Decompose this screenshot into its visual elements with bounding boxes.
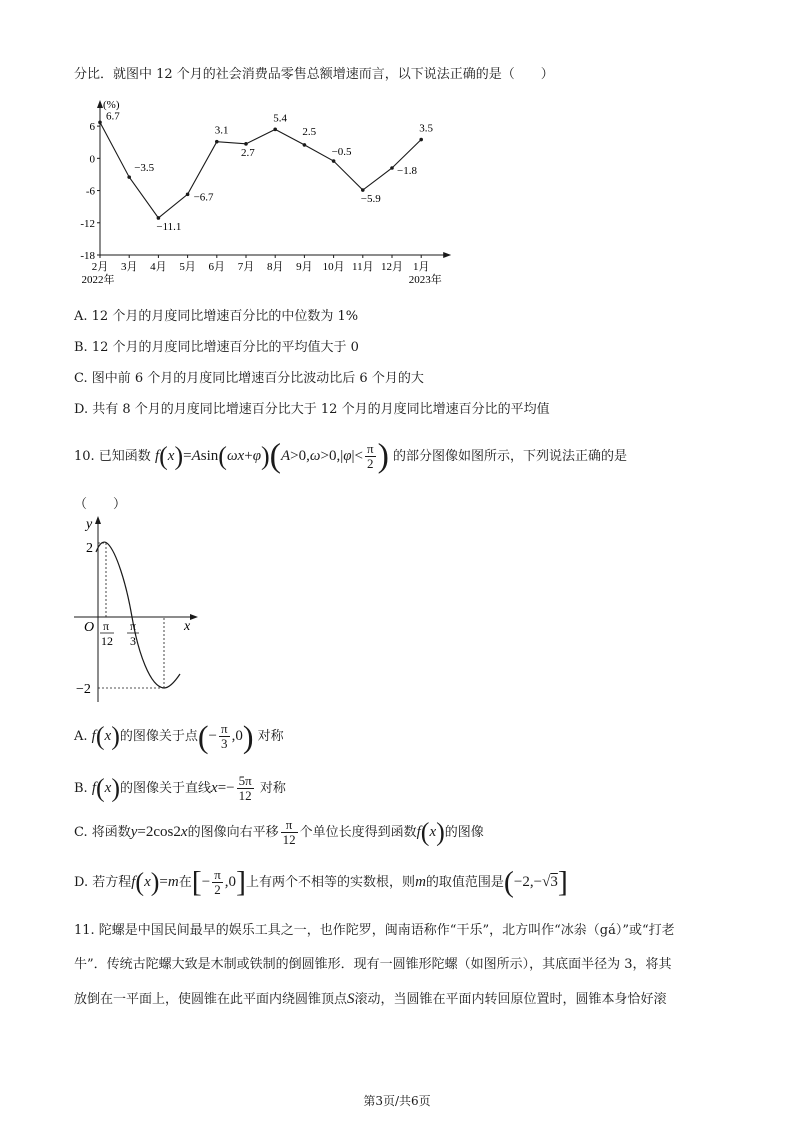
x-tick-label: 4月: [150, 261, 167, 273]
q10-stem: [74, 436, 627, 477]
data-label: −3.5: [134, 162, 155, 175]
x-axis-arrow-icon: [443, 252, 451, 258]
q9-option-a: A. 12 个月的月度同比增速百分比的中位数为 1%: [74, 309, 359, 324]
q10-function-graph: [70, 512, 210, 708]
x-tick-label: 10月: [322, 261, 345, 273]
q11-line-2: 牛”．传统古陀螺大致是木制或铁制的倒圆锥形．现有一圆锥形陀螺（如图所示），其底面半径为 3，将其: [74, 957, 672, 972]
x-tick-pi12-num: π: [102, 619, 110, 633]
data-point: [273, 128, 277, 132]
q9-option-c: C. 图中前 6 个月的月度同比增速百分比波动比后 6 个月的大: [74, 371, 424, 386]
x-axis-arrow-icon: [190, 614, 198, 620]
x-tick-pi12-den: 12: [101, 634, 113, 648]
data-point: [303, 143, 307, 147]
x-tick-label: 1月: [412, 261, 430, 273]
x-tick-label: 9月: [296, 261, 313, 273]
data-point: [419, 138, 423, 142]
data-point: [157, 216, 161, 220]
q9-line-chart: [70, 98, 460, 290]
q11-line-3: 放倒在一平面上，使圆锥在此平面内绕圆锥顶点S滚动，当圆锥在平面内转回原位置时，圆锥本身恰好滚: [74, 991, 667, 1007]
q10-option-a: A. f(x)的图像关于点(− $\frac{\pi}{3}$ ,0) 对称: [74, 718, 284, 755]
x-tick-label: 5月: [179, 261, 196, 273]
origin-label: O: [84, 620, 95, 635]
q10-function-def: f(x)=Asin(ωx+φ)(A>0,ω>0,|φ|< $\frac{\pi}{2}$ ): [154, 437, 389, 475]
x-tick-label: 7月: [237, 261, 255, 273]
data-label: −0.5: [331, 146, 352, 159]
q10-option-b: B. f(x)的图像关于直线x=− $\frac{5\pi}{12}$ 对称: [74, 773, 286, 804]
data-label: 2.7: [241, 146, 255, 159]
page-footer: 第3页/共6页: [363, 1094, 431, 1108]
y-tick-label: 6: [89, 121, 95, 134]
x-axis-label: x: [184, 619, 191, 634]
y-axis-label: y: [86, 517, 93, 532]
x-tick-label: 2月: [91, 261, 109, 273]
data-point: [390, 166, 394, 170]
x-tick-label: 8月: [266, 261, 284, 273]
y-tick-label: 0: [89, 153, 95, 166]
q10-answer-paren: （ ）: [74, 497, 127, 512]
y-max-label: 2: [86, 541, 93, 556]
x-tick-label: 3月: [120, 261, 138, 273]
y-axis-arrow-icon: [95, 516, 101, 524]
year-end-label: 2023年: [408, 274, 442, 286]
data-point: [127, 175, 131, 179]
y-tick-label: -18: [80, 250, 95, 262]
data-label: −6.7: [193, 191, 214, 204]
q10-lead: 10. 已知函数: [74, 449, 151, 464]
data-label: 6.7: [106, 110, 120, 123]
x-tick-label: 12月: [381, 261, 403, 273]
q9-option-b: B. 12 个月的月度同比增速百分比的平均值大于 0: [74, 340, 359, 355]
data-point: [98, 121, 102, 125]
data-label: 5.4: [273, 112, 287, 125]
data-point: [186, 193, 190, 197]
q11-line-1: 11. 陀螺是中国民间最早的娱乐工具之一，也作陀罗，闽南语称作“干乐”，北方叫作“冰尜（gá）”或“打老: [74, 923, 675, 938]
data-point: [361, 188, 365, 192]
y-axis-unit-label: (%): [103, 99, 120, 111]
q9-option-d: D. 共有 8 个月的月度同比增速百分比大于 12 个月的月度同比增速百分比的平均值: [74, 402, 550, 417]
data-label: 3.1: [214, 124, 229, 137]
data-label: 2.5: [302, 125, 317, 138]
year-start-label: 2022年: [81, 274, 115, 286]
chart-labels: [80, 99, 441, 286]
q9-intro: 分比．就图中 12 个月的社会消费品零售总额增速而言，以下说法正确的是（ ）: [74, 67, 554, 82]
q10-option-d: D. 若方程f(x)=m在[− $\frac{\pi}{2}$ ,0]上有两个不相等的实数根，则m的取值范围是(−2,−√3]: [74, 865, 568, 899]
x-tick-label: 6月: [208, 261, 226, 273]
data-point: [332, 159, 336, 163]
data-label: 3.5: [419, 122, 433, 135]
x-tick-pi3-num: π: [129, 619, 137, 633]
q10-option-c: C. 将函数y=2cos2x的图像向右平移 $\frac{\pi}{12}$ 个单位长度得到函数f(x)的图像: [74, 817, 484, 848]
sine-curve: [96, 542, 180, 688]
q10-tail: 的部分图像如图所示，下列说法正确的是: [393, 449, 628, 464]
data-label: −5.9: [360, 193, 381, 206]
y-tick-label: -6: [85, 185, 95, 198]
data-label: −1.8: [397, 165, 417, 177]
y-tick-label: -12: [80, 217, 95, 230]
data-point: [244, 142, 248, 146]
data-point: [215, 140, 219, 144]
data-label: −11.1: [156, 220, 182, 233]
x-tick-label: 11月: [352, 261, 374, 273]
y-min-label: −2: [76, 682, 91, 697]
x-tick-pi3-den: 3: [130, 634, 136, 648]
